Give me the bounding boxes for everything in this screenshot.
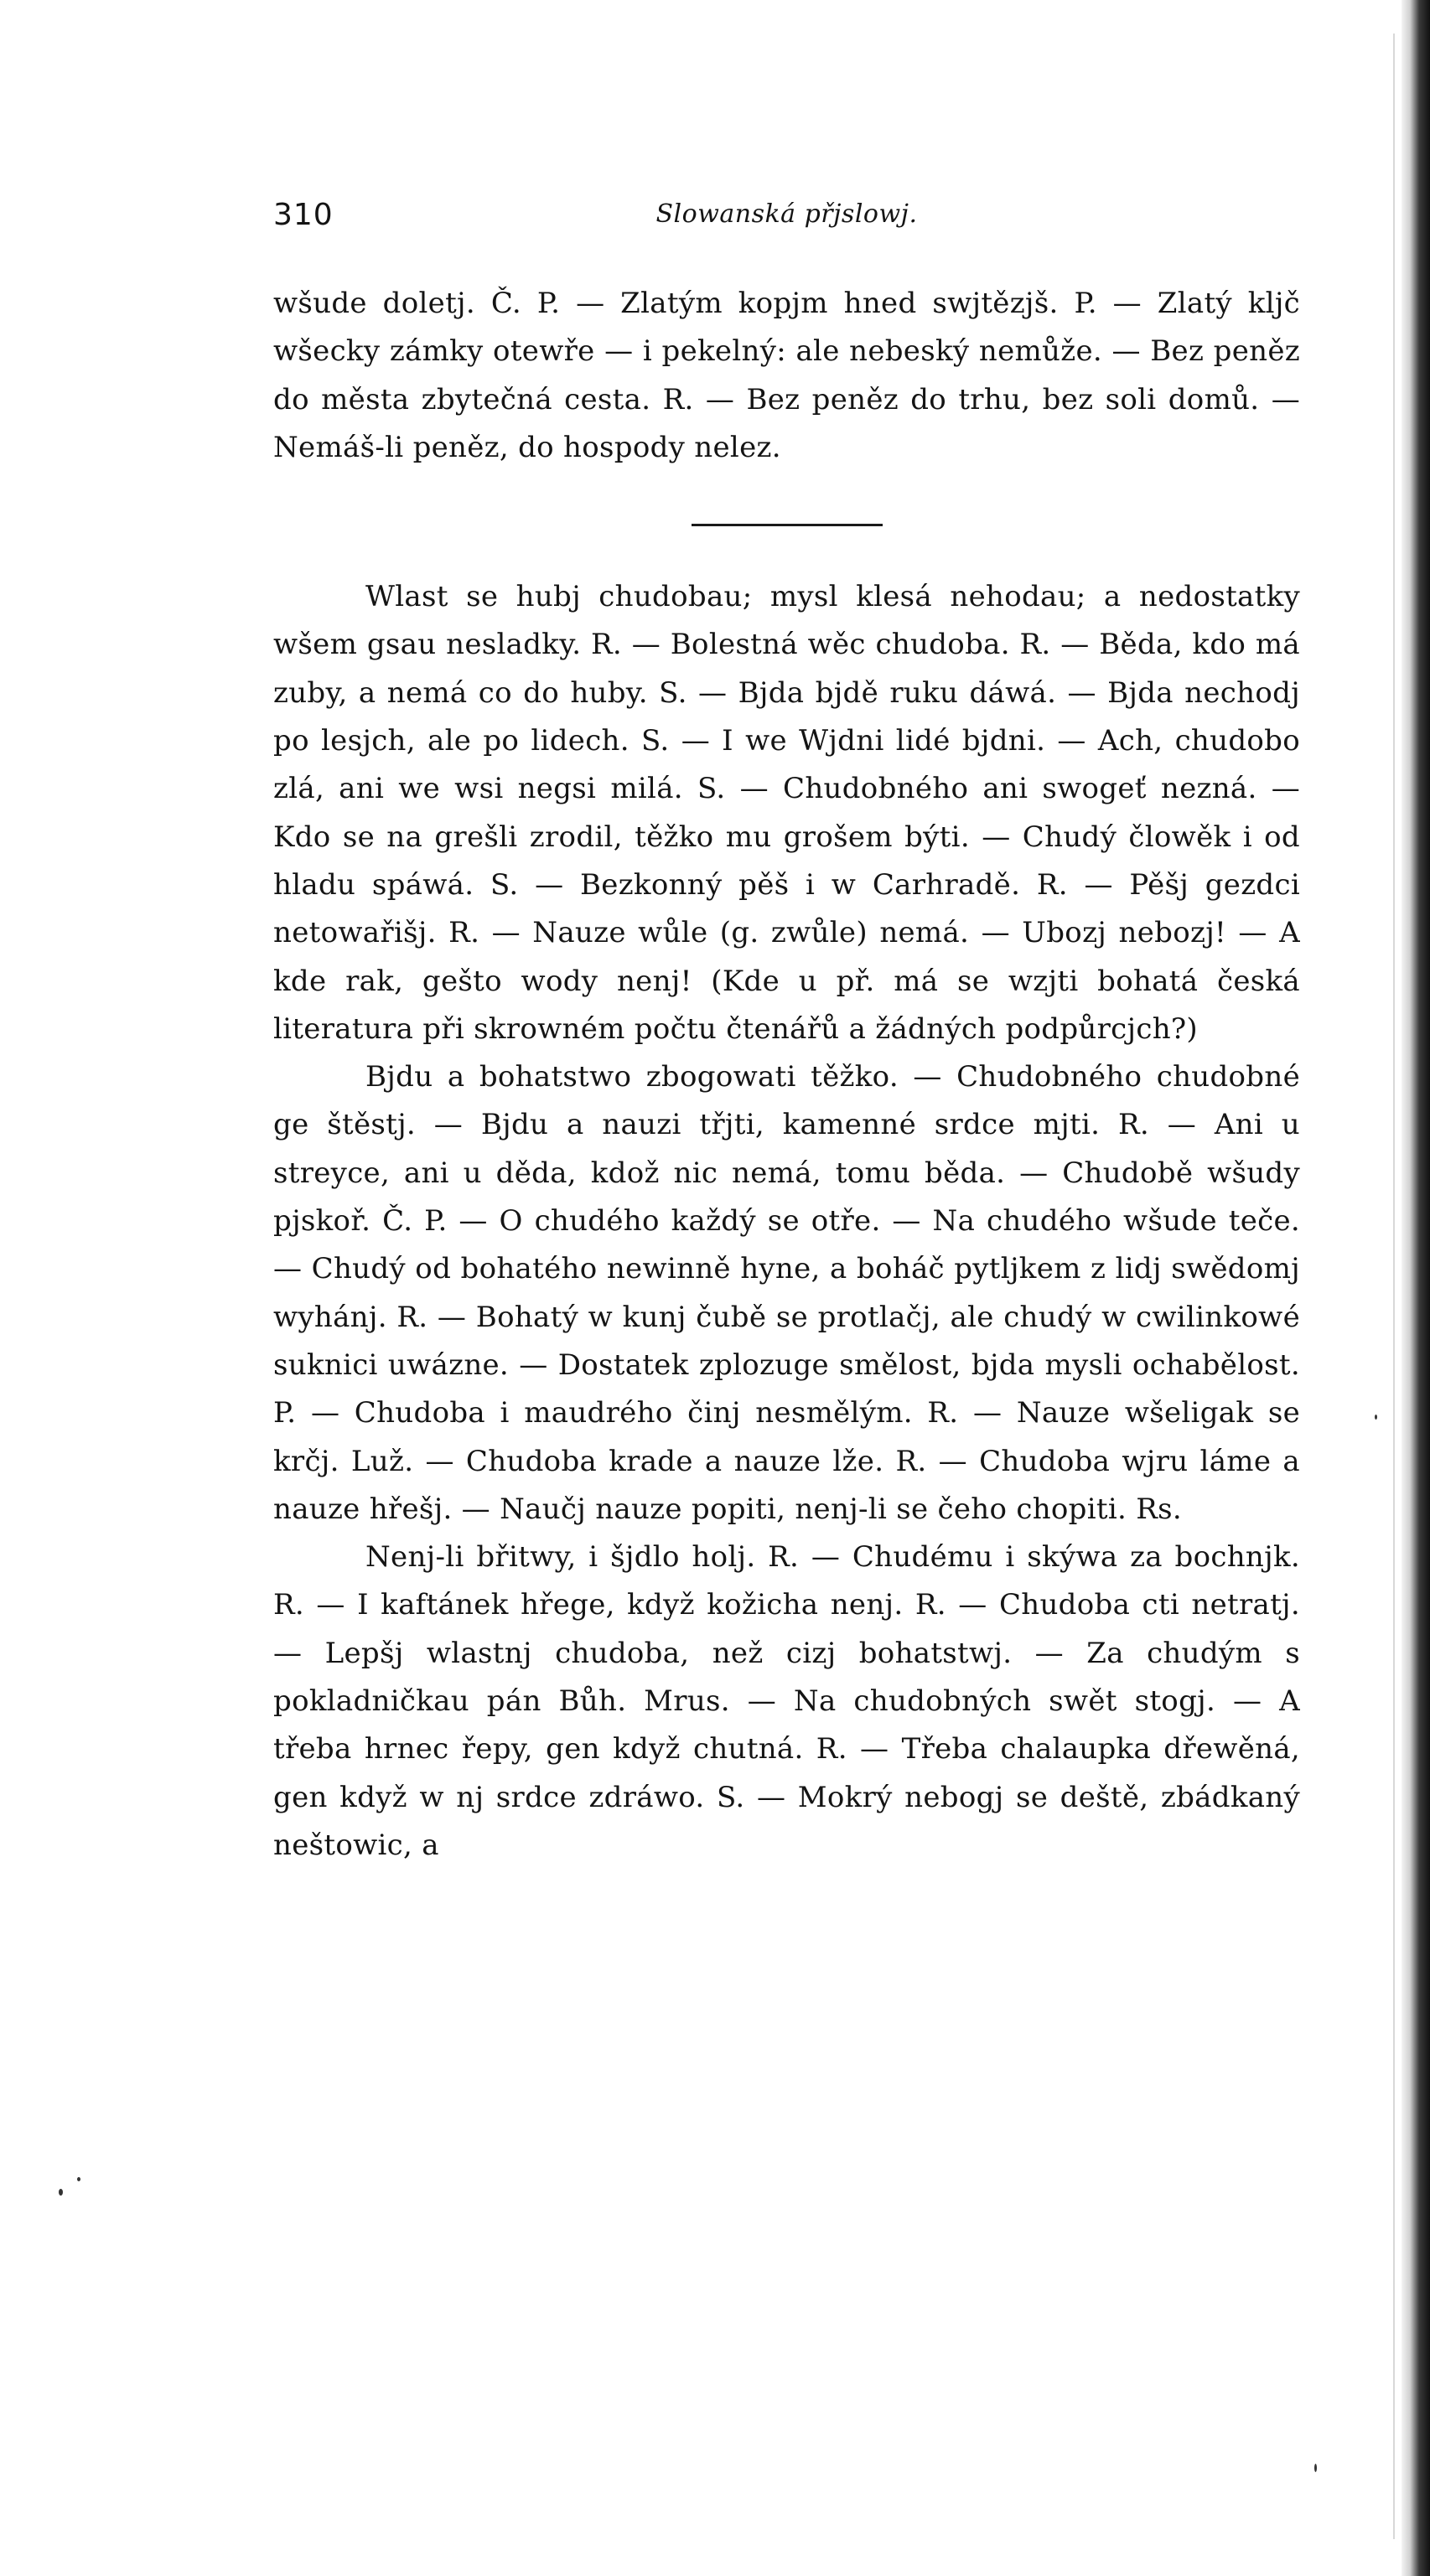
scan-speck <box>59 2189 63 2196</box>
book-page <box>273 193 1300 1870</box>
paragraph: Nenj-li břitwy, i šjdlo holj. R. — Chudému i skýwa za bochnjk. R. — I kaftánek hřege, když kožicha nenj. R. — Chudoba cti netratj. — Lepšj wlastnj chudoba, než cizj bohatstwj. — Za chudým s pokladničkau pán Bůh. Mrus. — Na chudobných swět stogj. — A třeba hrnec řepy, gen když chutná. R. — Třeba chalaupka dřewěná, gen když w nj srdce zdráwo. S. — Mokrý nebogj se deště, zbádkaný neštowic, a <box>273 1540 1300 1862</box>
paragraph-continuation: wšude doletj. Č. P. — Zlatým kopjm hned swjtězjš. P. — Zlatý kljč wšecky zámky otewře — i pekelný: ale nebeský nemůže. — Bez peněz do města zbytečná cesta. R. — Bez peněz do trhu, bez soli domů. — Nemáš-li peněz, do hospody nelez. <box>273 287 1300 464</box>
scan-speck <box>1314 2464 1317 2472</box>
paragraph-section-start: Wlast se hubj chudobau; mysl klesá nehodau; a nedostatky wšem gsau nesladky. R. — Bolestná wěc chudoba. R. — Běda, kdo má zuby, a nemá co do huby. S. — Bjda bjdě ruku dáwá. — Bjda nechodj po lesjch, ale po lidech. S. — I we Wjdni lidé bjdni. — Ach, chudobo zlá, ani we wsi negsi milá. S. — Chudobného ani swogeť nezná. — Kdo se na grešli zrodil, těžko mu grošem býti. — Chudý člowěk i od hladu spáwá. S. — Bezkonný pěš i w Carhradě. R. — Pěšj gezdci netowařišj. R. — Nauze wůle (g. zwůle) nemá. — Ubozj nebozj! — A kde rak, gešto wody nenj! (Kde u př. má se wzjti bohatá česká literatura při skrowném počtu čtenářů a žádných podpůrcjch?) <box>273 580 1300 1046</box>
section-divider <box>692 524 883 526</box>
running-header <box>273 193 1300 243</box>
page-number: 310 <box>273 198 334 232</box>
scan-fold-line <box>1393 34 1395 2539</box>
scan-speck <box>77 2177 80 2181</box>
scan-page-edge <box>1402 0 1430 2576</box>
paragraph: Bjdu a bohatstwo zbogowati těžko. — Chudobného chudobné ge štěstj. — Bjdu a nauzi třjti, kamenné srdce mjti. R. — Ani u streyce, ani u děda, kdož nic nemá, tomu běda. — Chudobě wšudy pjskoř. Č. P. — O chudého každý se otře. — Na chudého wšude teče. — Chudý od bohatého newinně hyne, a boháč pytljkem z lidj swědomj wyhánj. R. — Bohatý w kunj čubě se protlačj, ale chudý w cwilinkowé suknici uwázne. — Dostatek zplozuge smělost, bjda mysli ochabělost. P. — Chudoba i maudrého činj nesmělým. R. — Nauze wšeligak se krčj. Luž. — Chudoba krade a nauze lže. R. — Chudoba wjru láme a nauze hřešj. — Naučj nauze popiti, nenj-li se čeho chopiti. Rs. <box>273 1060 1300 1526</box>
scan-speck <box>1375 1415 1377 1420</box>
running-title: Slowanská přjslowj. <box>655 199 918 229</box>
